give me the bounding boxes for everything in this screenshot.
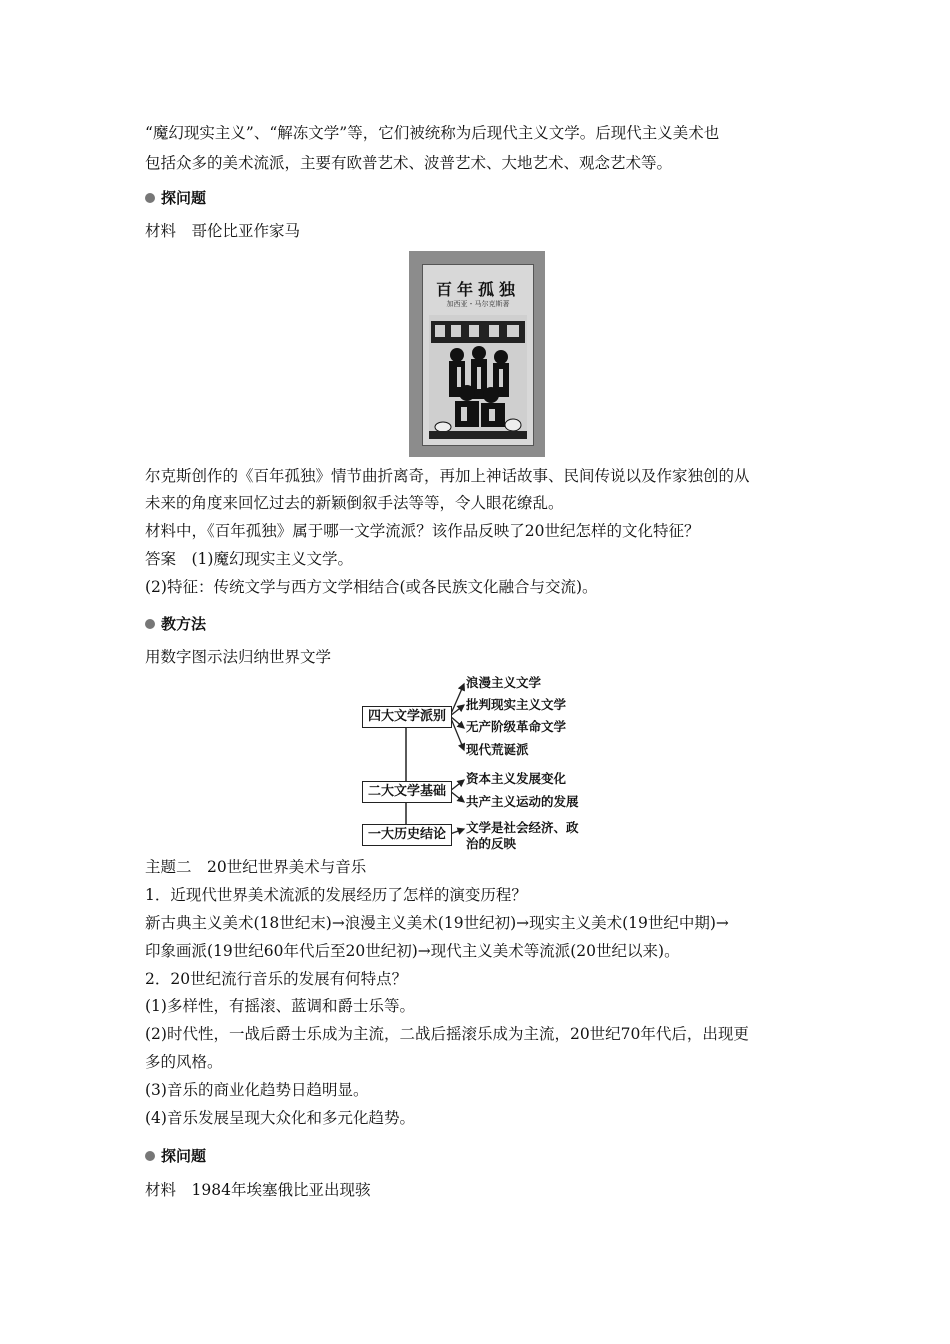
book-cover-image <box>409 251 545 457</box>
bullet-dot-icon <box>145 1151 155 1161</box>
intro-line-2: 包括众多的美术流派，主要有欧普艺术、波普艺术、大地艺术、观念艺术等。 <box>145 154 673 172</box>
section-heading-explore-2 <box>145 1145 206 1166</box>
answer-2-item-1: (1)多样性，有摇滚、蓝调和爵士乐等。 <box>145 997 415 1015</box>
section-title: 教方法 <box>161 615 207 633</box>
section-title: 探问题 <box>161 189 207 207</box>
material-body-line-2: 未来的角度来回忆过去的新颖倒叙手法等等，令人眼花缭乱。 <box>145 494 564 512</box>
diagram-box-one-conclusion: 一大历史结论 <box>362 824 452 846</box>
diagram-leaf: 现代荒诞派 <box>466 742 529 757</box>
answer-2-item-3: (3)音乐的商业化趋势日趋明显。 <box>145 1081 369 1099</box>
material-line-2: 材料 1984年埃塞俄比亚出现骇 <box>145 1181 371 1199</box>
woodcut-illustration-icon <box>429 315 527 439</box>
bullet-dot-icon <box>145 619 155 629</box>
diagram-box-four-schools: 四大文学派别 <box>362 706 452 728</box>
diagram-leaf: 批判现实主义文学 <box>466 697 567 712</box>
answer-2-item-4: (4)音乐发展呈现大众化和多元化趋势。 <box>145 1109 415 1127</box>
method-subtitle: 用数字图示法归纳世界文学 <box>145 648 332 666</box>
diagram-leaf: 文学是社会经济、政 <box>466 820 579 835</box>
intro-line-1: “魔幻现实主义”、“解冻文学”等，它们被统称为后现代主义文学。后现代主义美术也 <box>145 124 720 142</box>
diagram-leaf: 治的反映 <box>466 836 517 851</box>
diagram-leaf: 共产主义运动的发展 <box>466 794 579 809</box>
topic-heading: 主题二 20世纪世界美术与音乐 <box>145 858 367 876</box>
question-2: 2．20世纪流行音乐的发展有何特点？ <box>145 970 408 988</box>
answer-1-line-1: 新古典主义美术(18世纪末)→浪漫主义美术(19世纪初)→现实主义美术(19世纪中期)→ <box>145 914 729 932</box>
diagram-leaf: 资本主义发展变化 <box>466 771 567 786</box>
question-1: 1．近现代世界美术流派的发展经历了怎样的演变历程？ <box>145 886 527 904</box>
diagram-leaf: 无产阶级革命文学 <box>466 719 567 734</box>
material-line: 材料 哥伦比亚作家马 <box>145 222 301 240</box>
section-heading-method <box>145 613 206 634</box>
book-cover-panel <box>422 264 534 446</box>
section-heading-explore-1 <box>145 187 206 208</box>
book-cover-subtitle: 加西亚・马尔克斯著 <box>446 300 510 308</box>
book-cover-title: 百年孤独 <box>435 280 520 299</box>
bullet-dot-icon <box>145 193 155 203</box>
answer-1-line-2: 印象画派(19世纪60年代后至20世纪初)→现代主义美术等流派(20世纪以来)。 <box>145 942 680 960</box>
diagram-leaf: 浪漫主义文学 <box>466 675 542 690</box>
answer-line-1: 答案 (1)魔幻现实主义文学。 <box>145 550 353 568</box>
section-title: 探问题 <box>161 1147 207 1165</box>
diagram-box-two-foundations: 二大文学基础 <box>362 781 452 803</box>
material-body-line-1: 尔克斯创作的《百年孤独》情节曲折离奇，再加上神话故事、民间传说以及作家独创的从 <box>145 467 750 485</box>
question-line: 材料中，《百年孤独》属于哪一文学流派？该作品反映了20世纪怎样的文化特征？ <box>145 522 700 540</box>
answer-2-item-2-line-2: 多的风格。 <box>145 1053 223 1071</box>
answer-line-2: (2)特征：传统文学与西方文学相结合(或各民族文化融合与交流)。 <box>145 578 598 596</box>
literature-diagram <box>360 672 610 852</box>
answer-2-item-2-line-1: (2)时代性，一战后爵士乐成为主流，二战后摇滚乐成为主流，20世纪70年代后，出现更 <box>145 1025 749 1043</box>
